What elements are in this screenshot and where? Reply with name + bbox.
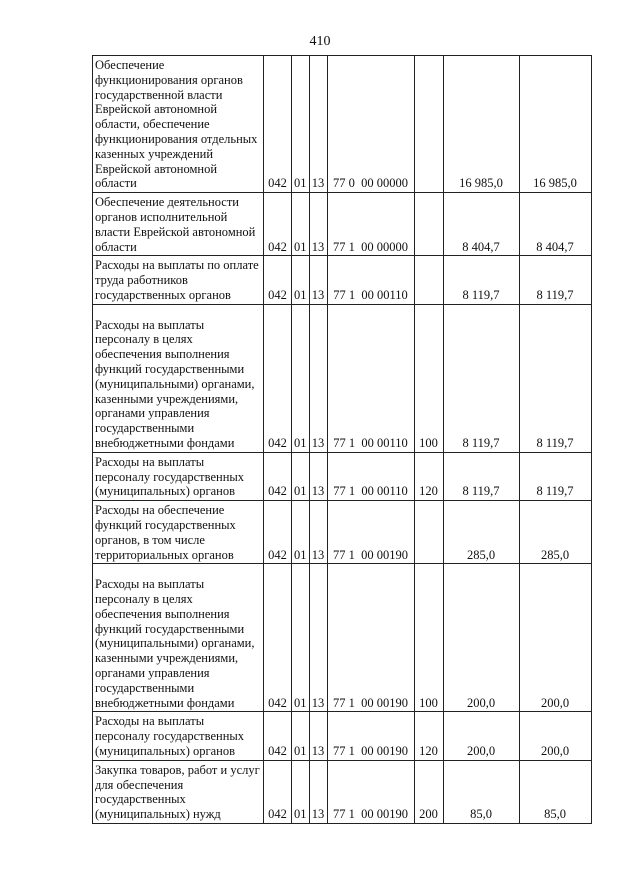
cell-rz: 01 [292,564,310,712]
row-description: Расходы на обеспечение функций государственных органов, в том числе территориальных органов [93,501,264,564]
cell-rz: 01 [292,256,310,304]
table-row [93,564,592,712]
cell-pr: 13 [309,193,327,256]
cell-ved: 042 [264,56,292,193]
cell-rz: 01 [292,193,310,256]
cell-sum-2: 285,0 [519,501,591,564]
cell-sum-2: 8 119,7 [519,304,591,452]
cell-sum-1: 200,0 [443,564,519,712]
cell-ved: 042 [264,564,292,712]
cell-sum-1: 8 119,7 [443,452,519,500]
cell-sum-2: 200,0 [519,564,591,712]
row-description: Расходы на выплаты персоналу в целях обеспечения выполнения функций государственными (муниципальными) органами, казенными учреждениями, органами управления государственными внебюджетными фондами [93,564,264,712]
row-description: Обеспечение функционирования органов государственной власти Еврейской автономной области, обеспечение функционирования отдельных казенных учреждений Еврейской автономной области [93,56,264,193]
cell-rz: 01 [292,760,310,823]
cell-vr: 120 [414,712,443,760]
cell-sum-2: 8 119,7 [519,256,591,304]
cell-ved: 042 [264,760,292,823]
cell-pr: 13 [309,712,327,760]
cell-csr: 77 1 00 00110 [327,256,414,304]
row-description: Расходы на выплаты персоналу государственных (муниципальных) органов [93,712,264,760]
cell-rz: 01 [292,501,310,564]
cell-sum-1: 285,0 [443,501,519,564]
table-row [93,256,592,304]
cell-csr: 77 1 00 00110 [327,304,414,452]
cell-vr [414,56,443,193]
cell-sum-1: 16 985,0 [443,56,519,193]
cell-ved: 042 [264,452,292,500]
cell-vr: 100 [414,304,443,452]
table-row [93,304,592,452]
table-row [93,452,592,500]
cell-vr [414,501,443,564]
cell-pr: 13 [309,760,327,823]
cell-csr: 77 1 00 00190 [327,760,414,823]
table-row [93,712,592,760]
cell-pr: 13 [309,564,327,712]
row-description: Закупка товаров, работ и услуг для обеспечения государственных (муниципальных) нужд [93,760,264,823]
cell-rz: 01 [292,56,310,193]
cell-ved: 042 [264,256,292,304]
page-number: 410 [309,34,331,49]
row-description: Расходы на выплаты по оплате труда работников государственных органов [93,256,264,304]
cell-sum-1: 8 119,7 [443,256,519,304]
table-row [93,760,592,823]
cell-csr: 77 1 00 00190 [327,564,414,712]
cell-csr: 77 1 00 00190 [327,501,414,564]
cell-vr [414,193,443,256]
cell-csr: 77 1 00 00000 [327,193,414,256]
table-row [93,501,592,564]
cell-rz: 01 [292,452,310,500]
cell-pr: 13 [309,256,327,304]
table-row [93,193,592,256]
cell-csr: 77 1 00 00110 [327,452,414,500]
row-description: Расходы на выплаты персоналу государственных (муниципальных) органов [93,452,264,500]
cell-sum-1: 85,0 [443,760,519,823]
cell-vr: 200 [414,760,443,823]
cell-sum-2: 16 985,0 [519,56,591,193]
cell-csr: 77 0 00 00000 [327,56,414,193]
cell-sum-2: 8 119,7 [519,452,591,500]
cell-sum-2: 85,0 [519,760,591,823]
cell-sum-2: 8 404,7 [519,193,591,256]
cell-csr: 77 1 00 00190 [327,712,414,760]
cell-rz: 01 [292,712,310,760]
cell-vr: 100 [414,564,443,712]
cell-sum-2: 200,0 [519,712,591,760]
cell-pr: 13 [309,452,327,500]
cell-rz: 01 [292,304,310,452]
cell-sum-1: 8 119,7 [443,304,519,452]
cell-vr: 120 [414,452,443,500]
table-row [93,56,592,193]
cell-sum-1: 8 404,7 [443,193,519,256]
cell-ved: 042 [264,304,292,452]
cell-ved: 042 [264,193,292,256]
cell-pr: 13 [309,56,327,193]
row-description: Обеспечение деятельности органов исполнительной власти Еврейской автономной области [93,193,264,256]
cell-pr: 13 [309,304,327,452]
budget-table [92,55,592,824]
row-description: Расходы на выплаты персоналу в целях обеспечения выполнения функций государственными (муниципальными) органами, казенными учреждениями, органами управления государственными внебюджетными фондами [93,304,264,452]
cell-pr: 13 [309,501,327,564]
cell-sum-1: 200,0 [443,712,519,760]
cell-ved: 042 [264,712,292,760]
cell-vr [414,256,443,304]
cell-ved: 042 [264,501,292,564]
